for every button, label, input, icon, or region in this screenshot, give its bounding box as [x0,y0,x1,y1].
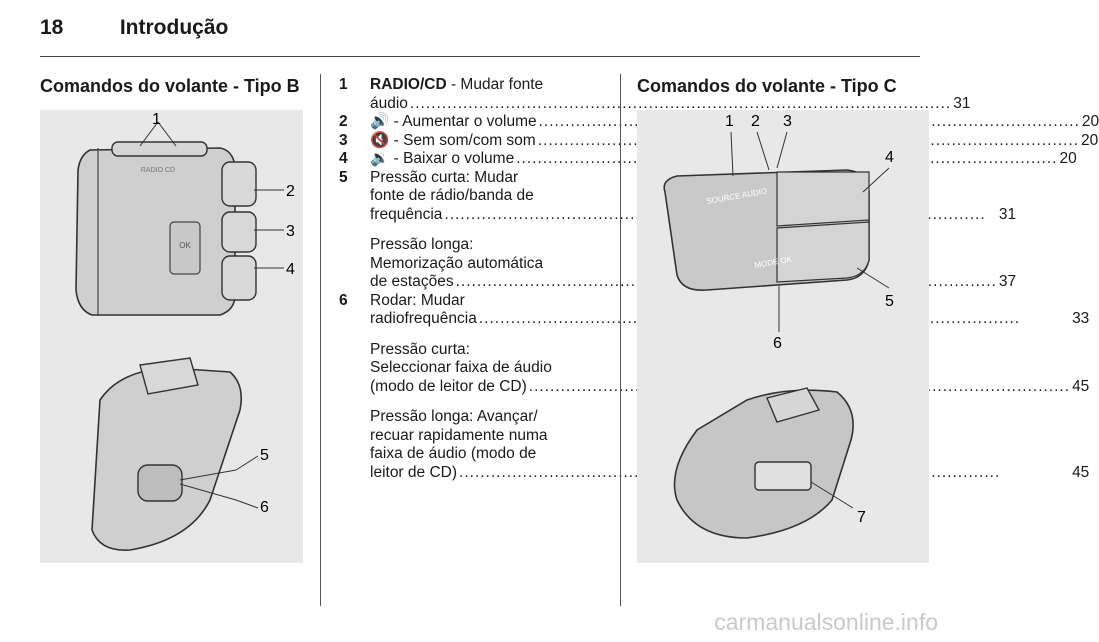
figure-tipo-c [637,110,929,563]
legend-text-part: de estações [370,273,454,290]
watermark: carmanualsonline.info [714,609,938,635]
legend-text-part: faixa de áudio (modo de [370,445,537,462]
callout-5: 5 [885,293,894,310]
callout-3: 3 [286,223,295,240]
legend-number: 1 [339,76,348,93]
page-header [40,16,228,40]
source-audio-label: SOURCE AUDIO [705,186,768,206]
page-reference[interactable]: 31 [998,205,1017,223]
legend-text [370,255,543,274]
page-reference[interactable]: 20 [1081,113,1099,130]
mode-ok-label: MODE OK [753,254,793,270]
legend-text [370,341,470,360]
section-title-tipo-c: Comandos do volante - Tipo C [637,76,897,96]
legend-text-part: Pressão longa: Avançar/ [370,408,538,425]
legend-text-part: Pressão curta: [370,340,470,358]
legend-number: 6 [339,291,348,309]
legend-text [370,378,527,397]
legend-text [370,76,543,95]
legend-text [370,150,514,169]
page-reference[interactable]: 37 [998,273,1017,290]
callout-5: 5 [260,447,269,464]
section-title-tipo-b: Comandos do volante - Tipo B [40,76,300,96]
legend-text-part: 🔇 - Sem som/com som [370,131,536,149]
page-reference[interactable]: 45 [1072,463,1090,481]
legend-item [339,150,1077,169]
legend-text-part: Pressão curta: Mudar [370,168,519,186]
callout-3: 3 [783,113,792,130]
page-reference[interactable]: 20 [1059,150,1077,167]
steering-controls-tipo-b-illustration [40,110,303,563]
page-reference[interactable]: 31 [953,94,971,112]
legend-text [370,236,473,255]
legend-text-part: fonte de rádio/banda de [370,187,534,204]
legend-text [370,206,442,225]
callout-1: 1 [725,113,734,130]
callout-2: 2 [751,113,760,130]
callout-7: 7 [857,509,866,526]
ok-label: OK [179,241,191,250]
legend-text-part: Rodar: Mudar [370,291,465,309]
legend-text [370,113,537,132]
legend-text [370,427,548,446]
column-divider-right [620,74,621,606]
page-reference[interactable]: 20 [1080,131,1099,149]
legend-number: 2 [339,113,348,130]
legend-number: 4 [339,150,348,167]
legend-text [370,445,536,464]
legend-item [339,113,1099,132]
radio-cd-button-label: RADIO CD [140,167,176,174]
legend-text-part: (modo de leitor de CD) [370,377,527,395]
legend-item [339,131,1099,151]
legend-text-part: RADIO/CD [370,76,447,93]
callout-6: 6 [773,335,782,352]
page-reference[interactable]: 33 [1072,310,1090,327]
legend-text [370,169,518,188]
header-rule [40,56,920,57]
legend-text-part: Memorização automática [370,254,544,272]
legend-text-part: radiofrequência [370,310,477,327]
figure-tipo-b [40,110,303,563]
callout-1: 1 [152,111,161,128]
legend-text [370,408,538,427]
page-number: 18 [40,16,64,39]
legend-text-part: Pressão longa: [370,236,474,253]
legend-text [370,359,552,378]
legend-text-part: recuar rapidamente numa [370,426,548,444]
legend-number: 5 [339,168,348,186]
legend-text [370,292,465,311]
legend-text [370,464,457,483]
legend-number: 3 [339,131,348,149]
legend-text-part: leitor de CD) [370,463,457,481]
page-reference[interactable]: 45 [1072,377,1090,395]
legend-item [339,291,1090,483]
legend-text [370,273,454,292]
column-divider-left [320,74,321,606]
callout-2: 2 [286,183,295,200]
legend-text-part: áudio [370,94,408,112]
legend-text [370,310,477,329]
legend-text-part: frequência [370,205,443,223]
legend-text-part: 🔉 - Baixar o volume [370,150,515,167]
callout-4: 4 [885,149,894,166]
callout-6: 6 [260,499,269,516]
legend-text-part: 🔊 - Aumentar o volume [370,113,537,130]
legend-text [370,132,536,151]
legend-text [370,95,408,114]
steering-controls-tipo-c-illustration [637,110,929,563]
page-title: Introdução [119,16,229,39]
callout-4: 4 [286,261,295,278]
legend-text-part: - Mudar fonte [446,76,544,93]
legend-text-part: Seleccionar faixa de áudio [370,359,552,376]
legend-text [370,187,534,206]
